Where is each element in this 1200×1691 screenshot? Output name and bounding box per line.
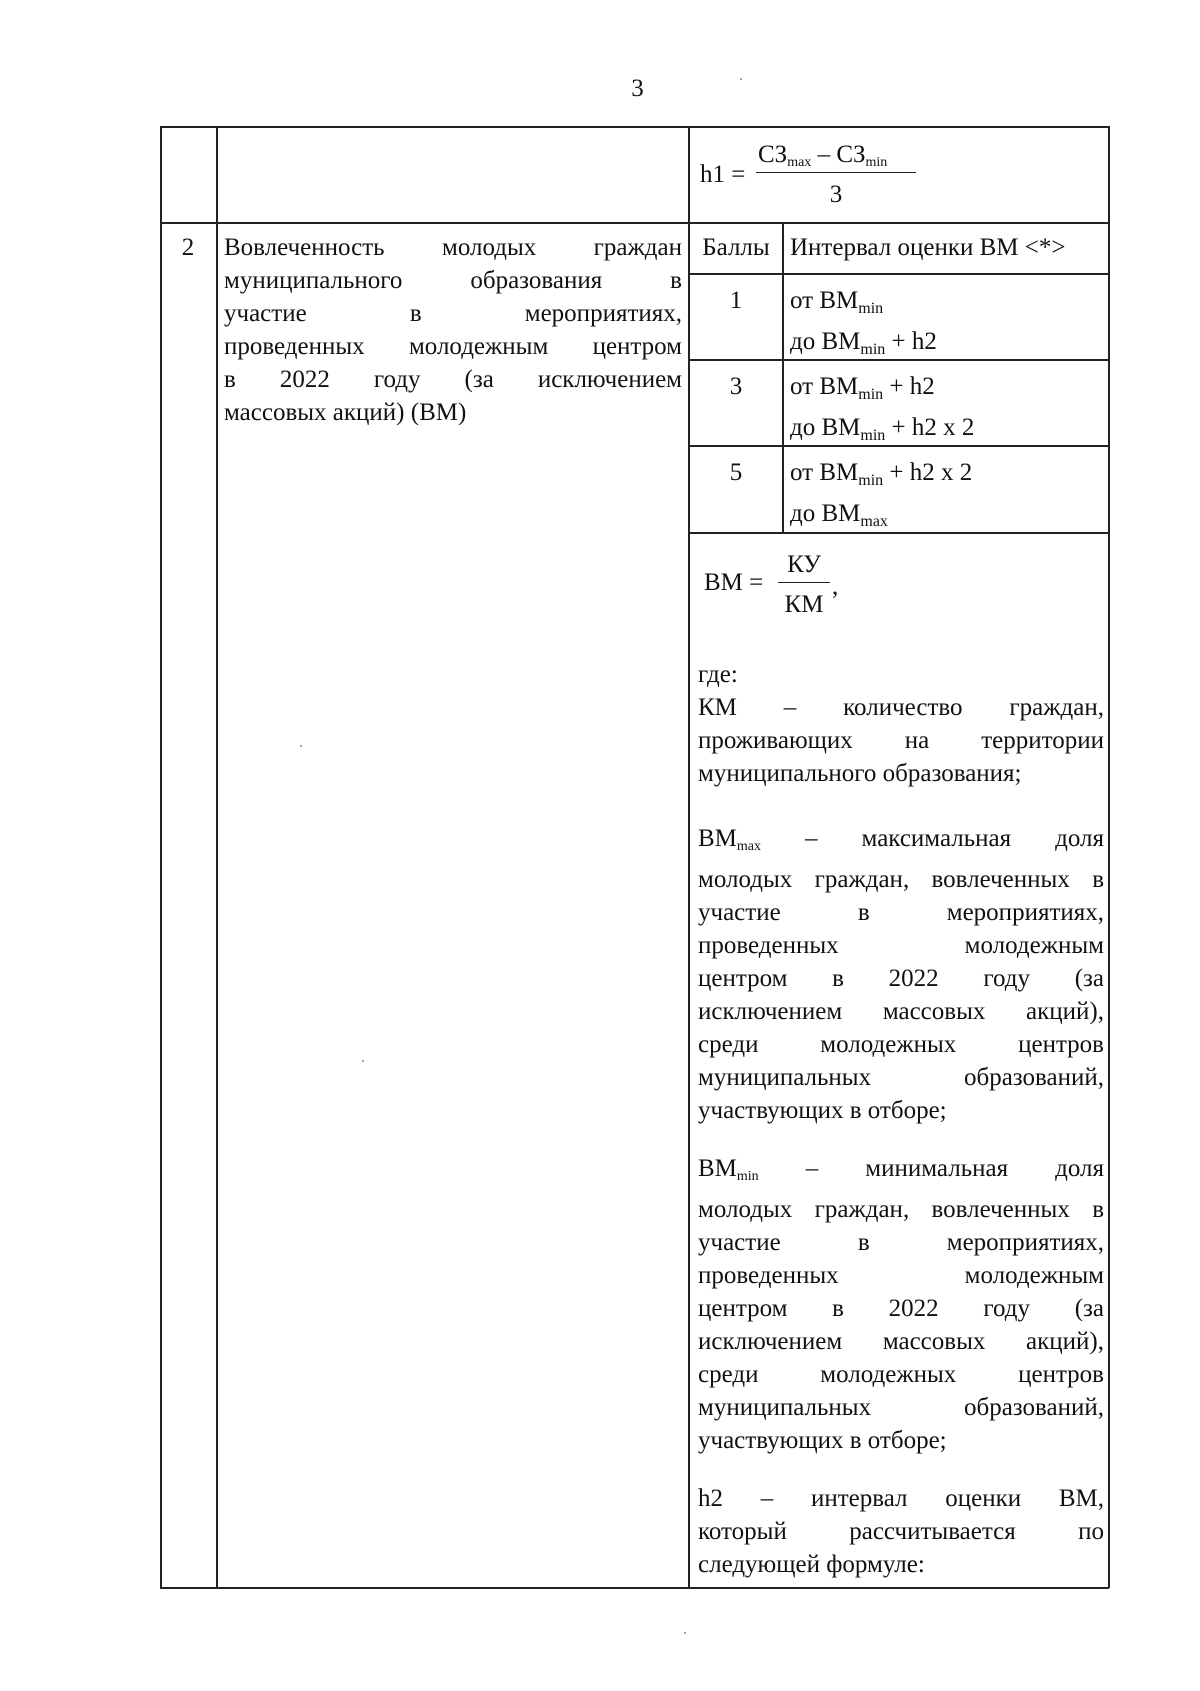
interval-from-sub: min [858, 386, 884, 403]
table-border-bottom [160, 1587, 1109, 1589]
bmmin-line: исключением массовых акций), [698, 1328, 1104, 1355]
interval-score: 5 [729, 459, 743, 486]
bmmin-label-sub: min [736, 1169, 759, 1184]
criterion-line: массовых акций) (ВМ) [224, 399, 467, 426]
bmmin-line: центром в 2022 году (за [698, 1295, 1104, 1322]
h1-numerator-b: СЗ [836, 141, 866, 168]
bmmax-first-rest: – максимальная доля [805, 825, 1104, 852]
interval-to-tail: + h2 [885, 328, 937, 355]
interval-range [790, 284, 937, 366]
interval-score: 1 [729, 287, 743, 314]
h2-line: следующей формуле: [698, 1551, 925, 1578]
bmmin-label: ВМ [698, 1155, 737, 1182]
bmmin-first-line [698, 1152, 1104, 1193]
interval-score: 3 [729, 373, 743, 400]
interval-from: от ВМ [790, 373, 859, 400]
criterion-line: участие в мероприятиях, [224, 300, 682, 327]
scan-speck [300, 745, 302, 747]
bmmax-label-sub: max [736, 839, 762, 854]
bmmin-first-rest: – минимальная доля [805, 1155, 1105, 1182]
definitions [698, 658, 1104, 790]
table-border-top [160, 126, 1109, 128]
criterion-line: проведенных молодежным центром [224, 333, 682, 360]
bm-fraction-bar [778, 582, 830, 583]
bm-formula-numerator: КУ [787, 551, 821, 578]
scan-speck [362, 1060, 364, 1062]
page-number: 3 [631, 75, 644, 102]
table-col-divider-2 [688, 126, 690, 1588]
interval-range [790, 456, 972, 538]
h1-formula-lhs: h1 = [700, 161, 746, 188]
bmmax-line: исключением массовых акций), [698, 998, 1104, 1025]
bmmax-line: молодых граждан, вовлеченных в [698, 866, 1104, 893]
scores-header: Баллы [702, 234, 770, 261]
bmmax-line: участвующих в отборе; [698, 1097, 947, 1124]
interval-to: до ВМ [790, 414, 861, 441]
interval-to-sub: min [860, 427, 886, 444]
bmmax-first-line [698, 822, 1104, 863]
interval-header: Интервал оценки ВМ <*> [790, 234, 1066, 261]
bm-formula-comma: , [832, 573, 839, 600]
h1-numerator-a: СЗ [758, 141, 788, 168]
bmmax-label: ВМ [698, 825, 737, 852]
table-border-right [1108, 126, 1110, 1588]
criterion-text [224, 231, 682, 429]
bmmax-definition [698, 822, 1104, 1127]
bmmin-line: молодых граждан, вовлеченных в [698, 1196, 1104, 1223]
table-col-divider-1 [216, 126, 218, 1588]
h1-formula-denominator: 3 [829, 181, 843, 208]
bmmax-line: среди молодежных центров [698, 1031, 1104, 1058]
h2-line: который рассчитывается по [698, 1518, 1104, 1545]
bmmin-line: проведенных молодежным [698, 1262, 1104, 1289]
bmmin-line: участие в мероприятиях, [698, 1229, 1104, 1256]
table-border-left [160, 126, 162, 1588]
bmmax-line: участие в мероприятиях, [698, 899, 1104, 926]
h1-numerator-minus: – [811, 141, 837, 168]
interval-from-tail: + h2 x 2 [883, 459, 973, 486]
bmmin-definition [698, 1152, 1104, 1457]
bmmin-line: среди молодежных центров [698, 1361, 1104, 1388]
h1-numerator-a-sub: max [787, 155, 812, 170]
h2-line: h2 – интервал оценки ВМ, [698, 1485, 1104, 1512]
h1-numerator-b-sub: min [865, 155, 888, 170]
bmmax-line: проведенных молодежным [698, 932, 1104, 959]
interval-from-sub: min [858, 472, 884, 489]
intervals-col-divider [782, 222, 784, 533]
bmmin-line: участвующих в отборе; [698, 1427, 947, 1454]
bm-formula-denominator: КМ [784, 591, 824, 618]
interval-from: от ВМ [790, 287, 859, 314]
bm-formula-lhs: ВМ = [704, 569, 764, 596]
h1-fraction-bar [756, 172, 916, 173]
criterion-line: муниципального образования в [224, 267, 682, 294]
row-number: 2 [181, 234, 195, 261]
bmmin-line: муниципальных образований, [698, 1394, 1104, 1421]
interval-from-sub: min [858, 300, 884, 317]
h2-definition [698, 1482, 1104, 1581]
bmmax-line: центром в 2022 году (за [698, 965, 1104, 992]
interval-from-tail: + h2 [883, 373, 935, 400]
criterion-line: Вовлеченность молодых граждан [224, 234, 682, 261]
interval-to: до ВМ [790, 328, 861, 355]
interval-to-tail: + h2 x 2 [885, 414, 975, 441]
interval-from: от ВМ [790, 459, 859, 486]
scan-speck [684, 1632, 686, 1634]
interval-to-sub: max [860, 513, 888, 530]
criterion-line: в 2022 году (за исключением [224, 366, 682, 393]
km-line: КМ – количество граждан, [698, 694, 1104, 721]
bmmax-line: муниципальных образований, [698, 1064, 1104, 1091]
where-label: где: [698, 661, 738, 688]
interval-to: до ВМ [790, 500, 861, 527]
km-line: муниципального образования; [698, 760, 1022, 787]
km-line: проживающих на территории [698, 727, 1104, 754]
scan-speck [740, 78, 742, 80]
table-row-divider [160, 222, 1109, 224]
interval-range [790, 370, 974, 452]
intervals-row-divider-1 [688, 273, 1109, 275]
interval-to-sub: min [860, 341, 886, 358]
